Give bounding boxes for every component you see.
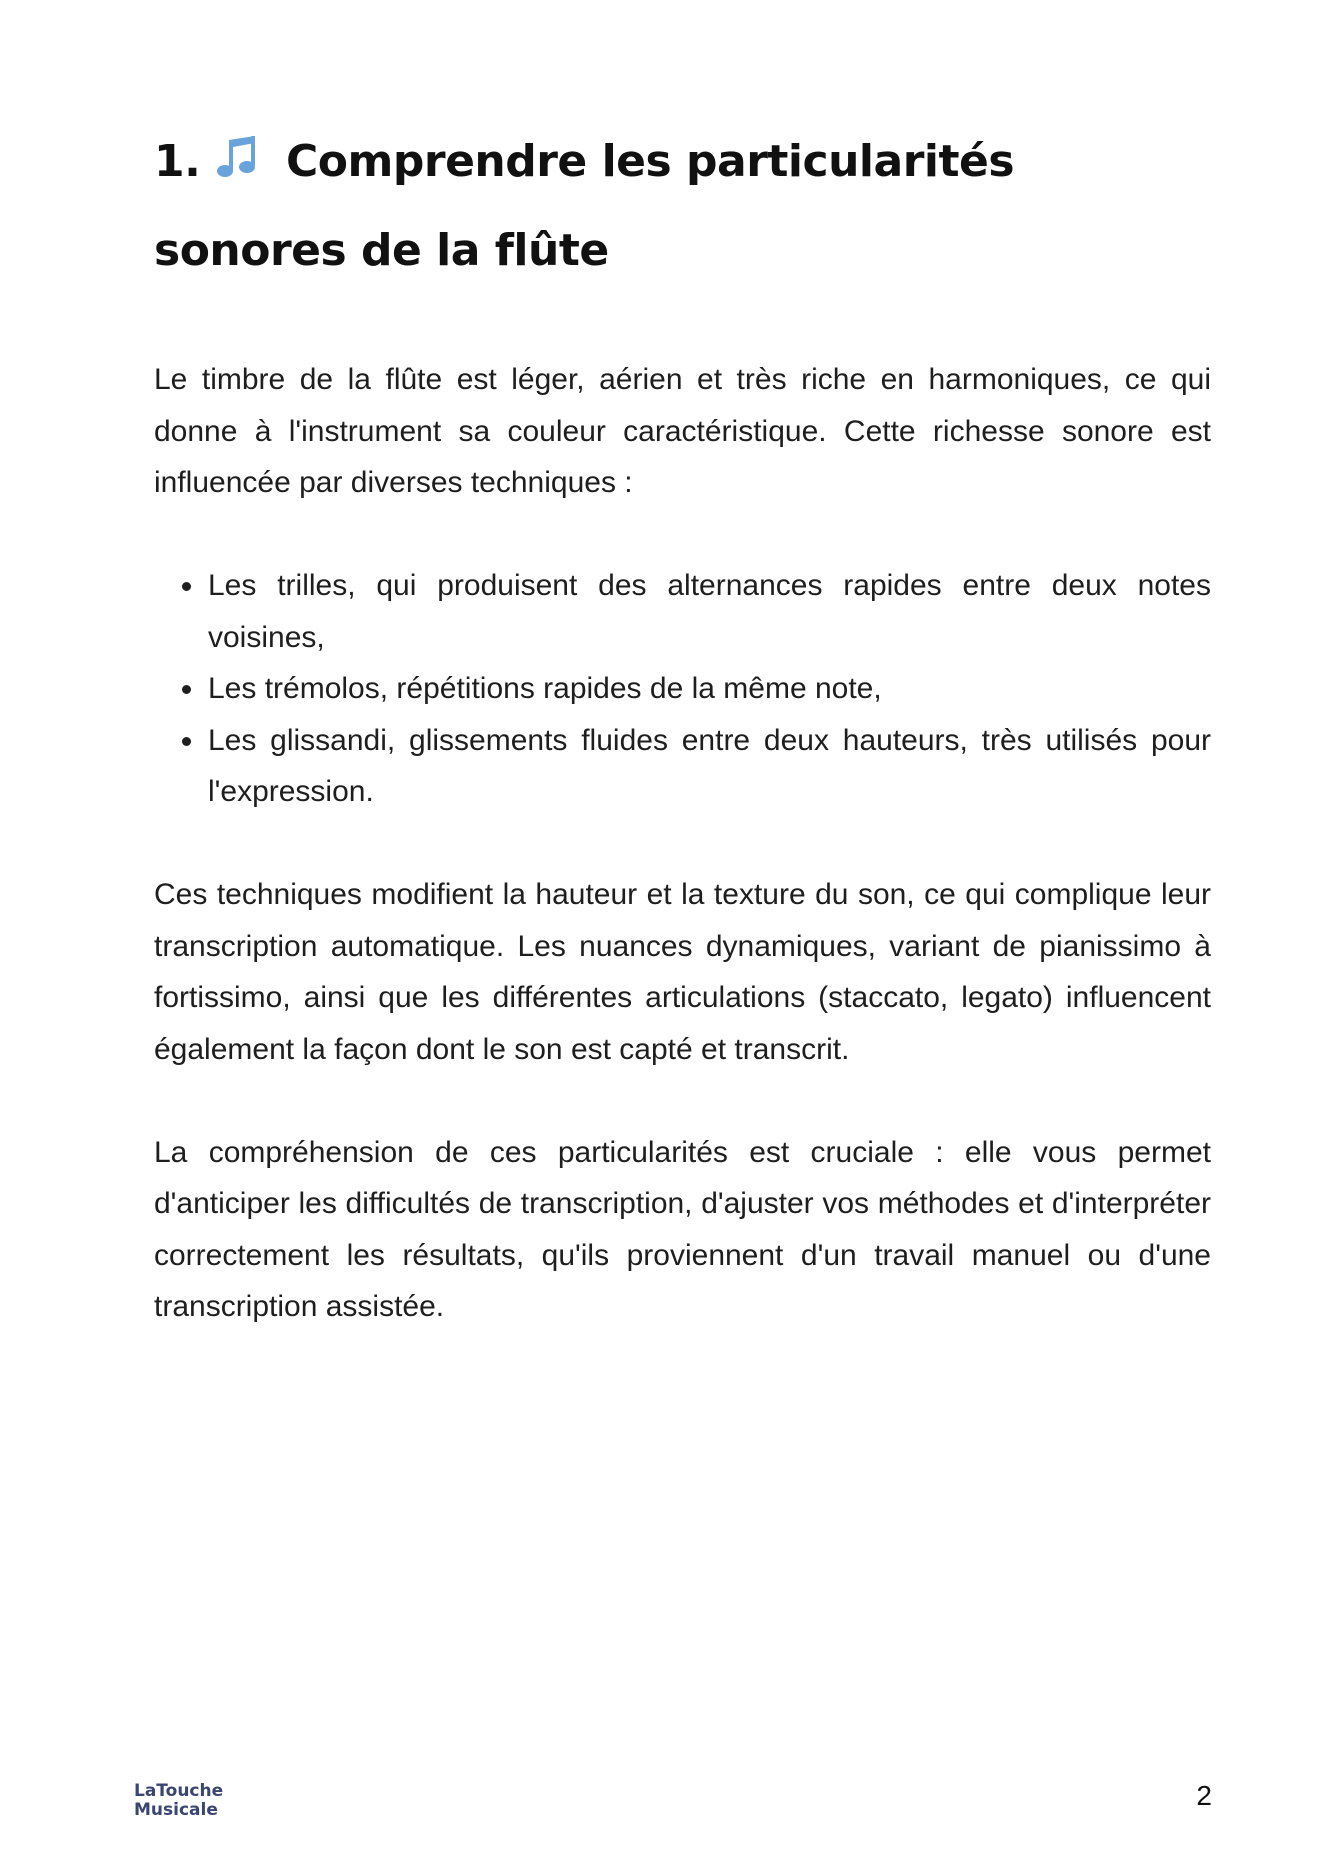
brand-name — [134, 1782, 223, 1820]
techniques-list — [154, 560, 1211, 818]
page-content — [154, 120, 1211, 1333]
section-heading — [154, 120, 1211, 292]
intro-paragraph: Le timbre de la flûte est léger, aérien et très riche en harmoniques, ce qui donne à l'instrument sa couleur caractéristique. Cette richesse sonore est influencée par diverses techniques : — [154, 363, 1211, 499]
heading-line-1: Comprendre les particularités — [286, 136, 1015, 187]
list-item — [154, 560, 1211, 663]
heading-line-2: sonores de la flûte — [154, 225, 609, 276]
conclusion-paragraph: La compréhension de ces particularités est cruciale : elle vous permet d'anticiper les difficultés de transcription, d'ajuster vos méthodes et d'interpréter correctement les résultats, qu'ils proviennent d'un travail manuel ou d'une transcription assistée. — [154, 1135, 1211, 1323]
list-item-text: Les glissandi, glissements fluides entre deux hauteurs, très utilisés pour l'expression. — [208, 723, 1211, 808]
bullet-icon — [182, 582, 191, 591]
techniques-paragraph: Ces techniques modifient la hauteur et la texture du son, ce qui complique leur transcription automatique. Les nuances dynamiques, variant de pianissimo à fortissimo, ainsi que les différentes articulations (staccato, legato) influencent également la façon dont le son est capté et transcrit. — [154, 878, 1211, 1066]
list-item — [154, 663, 1211, 715]
music-notes-icon — [217, 126, 263, 209]
brand-logo — [80, 1779, 223, 1823]
list-item-text: Les trilles, qui produisent des alternances rapides entre deux notes voisines, — [208, 569, 1211, 654]
bullet-icon — [182, 685, 191, 694]
brand-line-2: Musicale — [134, 1800, 218, 1820]
list-item — [154, 715, 1211, 818]
brand-line-1: LaTouche — [134, 1781, 224, 1801]
page-number: 2 — [1196, 1780, 1212, 1811]
heading-number: 1. — [154, 136, 201, 187]
list-item-text: Les trémolos, répétitions rapides de la même note, — [208, 672, 882, 705]
bullet-icon — [182, 737, 191, 746]
waveform-logo-icon — [80, 1779, 124, 1823]
